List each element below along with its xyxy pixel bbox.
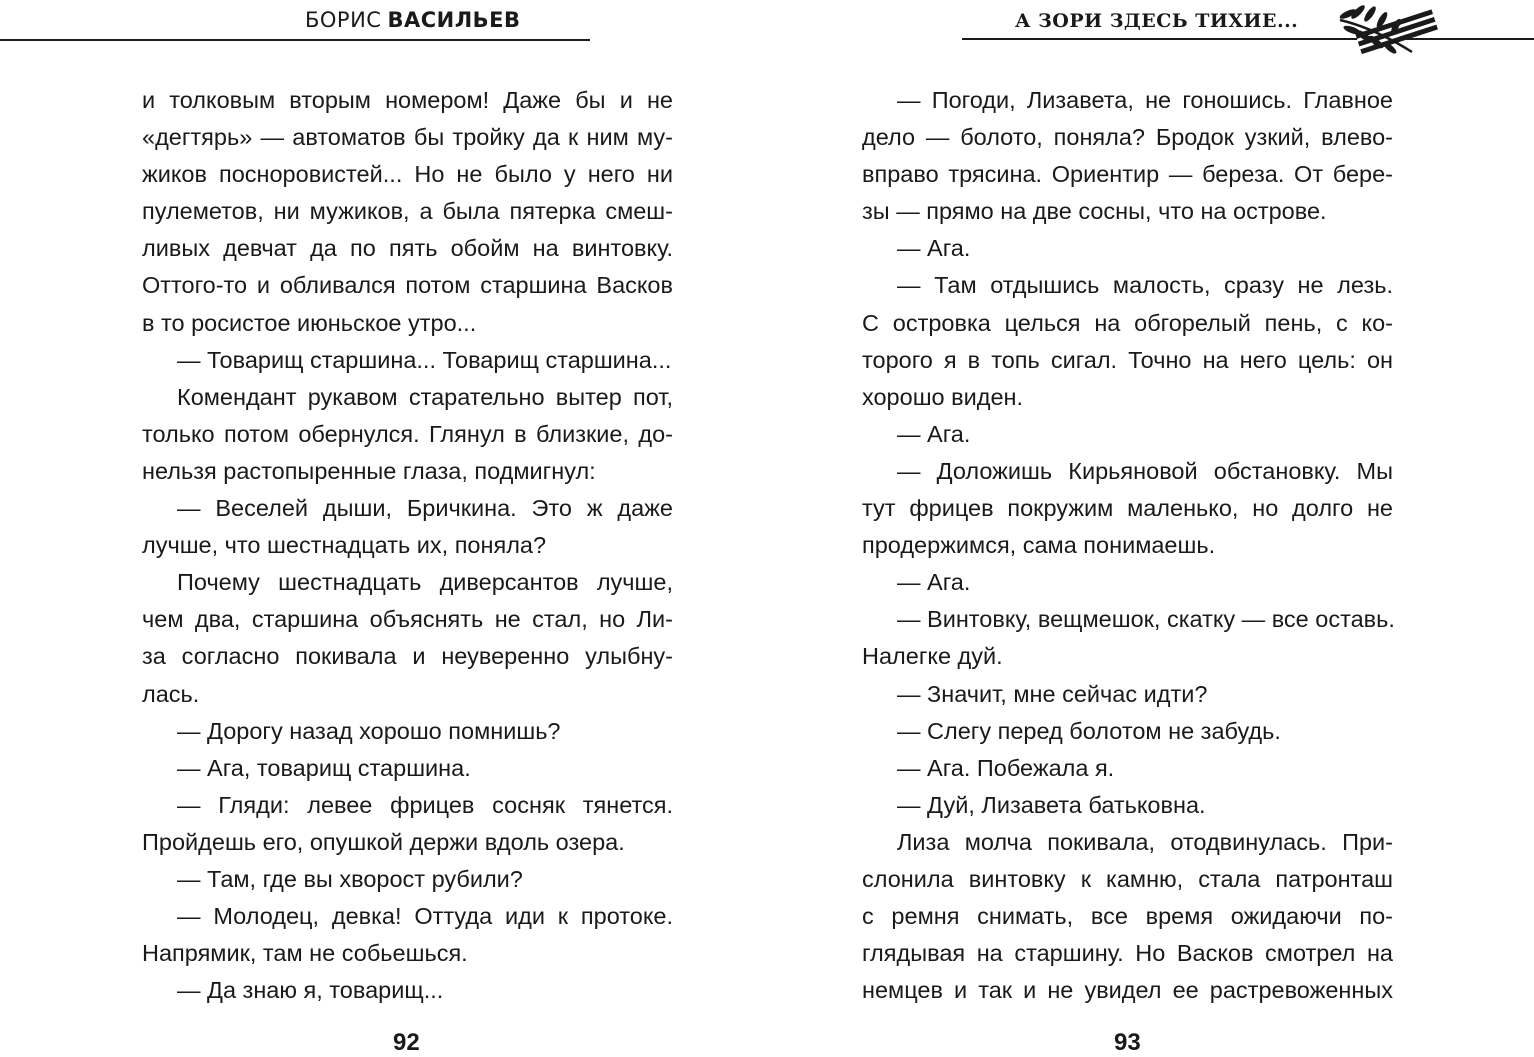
text-line: тут фрицев покружим маленько, но долго не	[862, 495, 1393, 522]
text-line: — Значит, мне сейчас идти?	[897, 680, 1208, 707]
text-line: в то росистое июньское утро...	[142, 309, 477, 336]
text-line: пулеметов, ни мужиков, а была пятерка смеш-	[142, 198, 673, 225]
author-first-name: БОРИС	[305, 8, 382, 32]
text-line: — Ага.	[897, 569, 971, 596]
laurel-ribbon-icon	[1334, 0, 1446, 58]
text-line: — Да знаю я, товарищ...	[177, 977, 444, 1004]
text-line: — Слегу перед болотом не забудь.	[897, 717, 1281, 744]
text-line: лучше, что шестнадцать их, поняла?	[142, 532, 547, 559]
text-line: за согласно покивала и неуверенно улыбну-	[142, 643, 673, 670]
text-line: — Винтовку, вещмешок, скатку — все оставь.	[897, 606, 1395, 633]
text-line: — Ага, товарищ старшина.	[177, 754, 471, 781]
running-header-author	[305, 8, 521, 32]
text-line: Комендант рукавом старательно вытер пот,	[177, 383, 673, 410]
text-line: глядывая на старшину. Но Васков смотрел на	[862, 940, 1393, 967]
header-rule	[962, 38, 1534, 40]
text-line: продержимся, сама понимаешь.	[862, 532, 1216, 559]
text-line: — Там, где вы хворост рубили?	[177, 865, 523, 892]
right-page	[767, 0, 1534, 1055]
text-line: — Там отдышись малость, сразу не лезь.	[897, 272, 1393, 299]
text-line: ливых девчат да по пять обойм на винтовку.	[142, 235, 673, 262]
text-line: зы — прямо на две сосны, что на острове.	[862, 198, 1327, 225]
text-line: Оттого-то и обливался потом старшина Васков	[142, 272, 673, 299]
left-page	[0, 0, 767, 1055]
text-line: — Дорогу назад хорошо помнишь?	[177, 717, 561, 744]
body-text	[862, 82, 1393, 1009]
text-line: «дегтярь» — автоматов бы тройку да к ним му-	[142, 124, 673, 151]
text-line: слонила винтовку к камню, стала патронташ	[862, 865, 1393, 892]
author-last-name: ВАСИЛЬЕВ	[387, 8, 521, 32]
text-line: Лиза молча покивала, отодвинулась. При-	[897, 828, 1393, 855]
text-line: только потом обернулся. Глянул в близкие, до-	[142, 420, 673, 447]
text-line: Налегке дуй.	[862, 643, 1003, 670]
text-line: С островка целься на обгорелый пень, с ко-	[862, 309, 1393, 336]
text-line: лась.	[142, 680, 200, 707]
text-line: с ремня снимать, все время ожидаючи по-	[862, 903, 1393, 930]
text-line: жиков посноровистей... Но не было у него ни	[142, 161, 673, 188]
text-line: Пройдешь его, опушкой держи вдоль озера.	[142, 828, 625, 855]
running-header-title: А ЗОРИ ЗДЕСЬ ТИХИЕ...	[1015, 10, 1299, 32]
text-line: — Ага. Побежала я.	[897, 754, 1115, 781]
page-number: 93	[1114, 1029, 1141, 1056]
text-line: вправо трясина. Ориентир — береза. От бере-	[862, 161, 1393, 188]
text-line: и толковым вторым номером! Даже бы и не	[142, 87, 673, 113]
body-text	[142, 82, 673, 1009]
text-line: торого я в топь сигал. Точно на него цель: он	[862, 346, 1393, 373]
text-line: — Ага.	[897, 420, 971, 447]
text-line: немцев и так и не увидел ее растревоженных	[862, 977, 1393, 1004]
text-line: — Доложишь Кирьяновой обстановку. Мы	[897, 457, 1393, 484]
text-line: — Погоди, Лизавета, не гоношись. Главное	[897, 87, 1393, 113]
text-line: — Ага.	[897, 235, 971, 262]
text-line: — Молодец, девка! Оттуда иди к протоке.	[177, 903, 673, 930]
header-rule	[0, 39, 590, 41]
text-line: — Дуй, Лизавета батьковна.	[897, 791, 1206, 818]
text-line: дело — болото, поняла? Бродок узкий, влево-	[862, 124, 1393, 151]
text-line: чем два, старшина объяснять не стал, но Ли-	[142, 606, 673, 633]
text-line: Почему шестнадцать диверсантов лучше,	[177, 569, 673, 596]
text-line: — Гляди: левее фрицев сосняк тянется.	[177, 791, 673, 818]
text-line: хорошо виден.	[862, 383, 1024, 410]
page-number: 92	[393, 1029, 420, 1056]
text-line: — Веселей дыши, Бричкина. Это ж даже	[177, 495, 673, 522]
text-line: Напрямик, там не собьешься.	[142, 940, 468, 967]
text-line: — Товарищ старшина... Товарищ старшина...	[177, 346, 672, 373]
text-line: нельзя растопыренные глаза, подмигнул:	[142, 457, 596, 484]
